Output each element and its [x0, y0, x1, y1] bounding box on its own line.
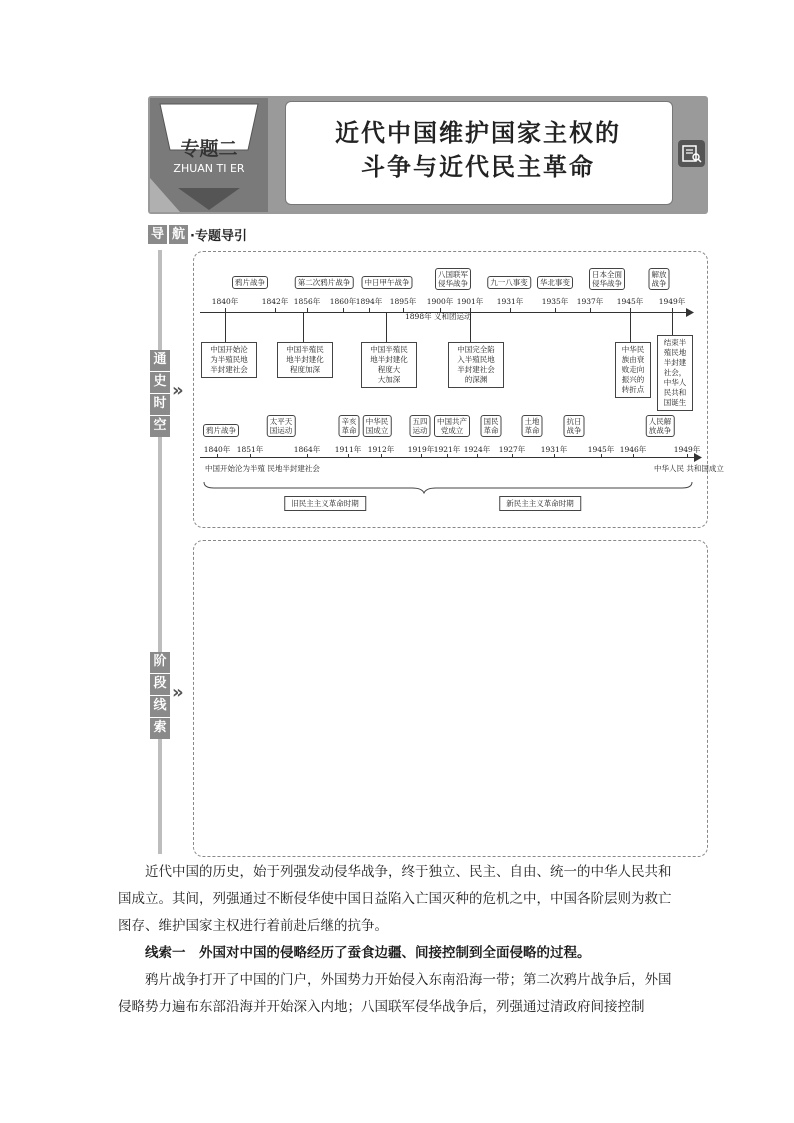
- year-tick: [590, 308, 591, 312]
- timeline-2-arrow-icon: [694, 453, 702, 462]
- section-label-jieduan: 阶 段 线 索: [150, 652, 170, 739]
- year-tick: [381, 454, 382, 458]
- year-tick: [348, 454, 349, 458]
- timeline-1-arrow-icon: [686, 308, 694, 317]
- event-label-3: 中华民 国成立: [363, 415, 392, 437]
- period-old-democratic: 旧民主主义革命时期: [284, 496, 366, 511]
- event-label-1: 第二次鸦片战争: [295, 276, 354, 289]
- year-label-7: 1924年: [463, 445, 491, 454]
- note-1898: 1898年 义和团运动: [405, 312, 472, 321]
- event-label-4: 九一八事变: [487, 276, 531, 289]
- event-label-7: 解放 战争: [649, 268, 670, 290]
- stage-clue-panel: [193, 540, 708, 857]
- year-label-3: 1911年: [334, 445, 362, 454]
- year-tick: [275, 308, 276, 312]
- page-title: [285, 116, 671, 184]
- event-label-6: 国民 革命: [481, 415, 502, 437]
- year-label-4: 1894年: [355, 297, 383, 306]
- title-line-1: 近代中国维护国家主权的: [335, 119, 621, 147]
- year-tick: [687, 454, 688, 458]
- stage-description-4: 中华民 族由衰 败走向 振兴的 转折点: [615, 342, 651, 398]
- stage-description-2: 中国半殖民 地半封建化 程度大 大加深: [361, 342, 417, 388]
- stage-description-0: 中国开始沦 为半殖民地 半封建社会: [201, 342, 257, 378]
- period-brace: [202, 480, 694, 494]
- section-nav-label: [148, 224, 247, 244]
- title-line-2: 斗争与近代民主革命: [361, 153, 595, 181]
- event-label-6: 日本全面 侵华战争: [589, 268, 625, 290]
- event-label-5: 中国共产 党成立: [434, 415, 470, 437]
- event-label-1: 太平天 国运动: [267, 415, 296, 437]
- year-label-3: 1860年: [329, 297, 357, 306]
- chapter-badge-title: 专题二: [180, 138, 238, 160]
- note-semi-colonial: 中国开始沦为半殖 民地半封建社会: [205, 464, 320, 473]
- year-label-7: 1901年: [456, 297, 484, 306]
- year-label-1: 1842年: [261, 297, 289, 306]
- year-tick: [554, 454, 555, 458]
- year-tick: [633, 454, 634, 458]
- event-label-5: 华北事变: [537, 276, 573, 289]
- year-label-8: 1931年: [496, 297, 524, 306]
- event-label-7: 土地 革命: [522, 415, 543, 437]
- nav-text: ·专题导引: [190, 229, 247, 244]
- year-label-0: 1840年: [211, 297, 239, 306]
- year-tick: [601, 454, 602, 458]
- year-tick: [447, 454, 448, 458]
- year-tick: [225, 308, 226, 312]
- year-label-10: 1937年: [576, 297, 604, 306]
- year-label-9: 1935年: [541, 297, 569, 306]
- stage-description-3: 中国完全陷 入半殖民地 半封建社会 的深渊: [448, 342, 504, 388]
- event-label-2: 中日甲午战争: [362, 276, 413, 289]
- event-label-2: 辛亥 革命: [339, 415, 360, 437]
- event-label-4: 五四 运动: [410, 415, 431, 437]
- year-tick: [512, 454, 513, 458]
- year-tick: [477, 454, 478, 458]
- nav-char-1: 导: [148, 225, 167, 244]
- year-label-0: 1840年: [203, 445, 231, 454]
- year-label-12: 1949年: [658, 297, 686, 306]
- year-tick: [630, 308, 631, 312]
- year-label-10: 1945年: [587, 445, 615, 454]
- year-tick: [343, 308, 344, 312]
- year-label-1: 1851年: [236, 445, 264, 454]
- year-label-4: 1912年: [367, 445, 395, 454]
- stage-description-1: 中国半殖民 地半封建化 程度加深: [277, 342, 333, 378]
- year-label-11: 1946年: [619, 445, 647, 454]
- year-label-11: 1945年: [616, 297, 644, 306]
- year-tick: [440, 308, 441, 312]
- year-tick: [510, 308, 511, 312]
- year-label-2: 1864年: [293, 445, 321, 454]
- side-divider-line: [158, 250, 162, 854]
- event-label-0: 鸦片战争: [203, 424, 239, 437]
- year-label-12: 1949年: [673, 445, 701, 454]
- year-label-8: 1927年: [498, 445, 526, 454]
- intro-paragraph: 近代中国的历史，始于列强发动侵华战争，终于独立、民主、自由、统一的中华人民共和国成立。其间，列强通过不断侵华使中国日益陷入亡国灭种的危机之中，中国各阶层则为救亡图存、维护国家主权进行着前赴后继的抗争。: [118, 864, 672, 934]
- year-label-6: 1921年: [433, 445, 461, 454]
- double-chevron-icon: »: [172, 682, 184, 703]
- year-tick: [217, 454, 218, 458]
- double-chevron-icon: »: [172, 380, 184, 401]
- year-tick: [307, 454, 308, 458]
- section-label-tongshi: 通 史 时 空: [150, 350, 170, 437]
- event-label-0: 鸦片战争: [232, 276, 268, 289]
- year-tick: [421, 454, 422, 458]
- year-tick: [307, 308, 308, 312]
- chapter-badge-pinyin: ZHUAN TI ER: [173, 162, 245, 175]
- clue-one-paragraph: 鸦片战争打开了中国的门户，外国势力开始侵入东南沿海一带；第二次鸦片战争后，外国侵略势力遍布东部沿海并开始深入内地；八国联军侵华战争后，列强通过清政府间接控制: [118, 972, 672, 1015]
- stage-description-5: 结束半 殖民地 半封建 社会， 中华人 民共和 国诞生: [657, 335, 693, 411]
- period-new-democratic: 新民主主义革命时期: [499, 496, 581, 511]
- event-label-3: 八国联军 侵华战争: [435, 268, 471, 290]
- year-tick: [250, 454, 251, 458]
- clue-one-heading: 线索一 外国对中国的侵略经历了蚕食边疆、间接控制到全面侵略的过程。: [145, 945, 591, 961]
- year-tick: [470, 308, 471, 312]
- event-label-9: 人民解 放战争: [646, 415, 675, 437]
- year-label-9: 1931年: [540, 445, 568, 454]
- year-label-5: 1895年: [389, 297, 417, 306]
- reading-icon: [678, 140, 705, 167]
- year-tick: [555, 308, 556, 312]
- note-prc-founded: 中华人民 共和国成立: [654, 464, 724, 473]
- timeline-2-axis: [200, 457, 696, 458]
- year-label-6: 1900年: [426, 297, 454, 306]
- year-tick: [672, 308, 673, 312]
- year-tick: [403, 308, 404, 312]
- year-label-2: 1856年: [293, 297, 321, 306]
- event-label-8: 抗日 战争: [564, 415, 585, 437]
- year-label-5: 1919年: [407, 445, 435, 454]
- nav-char-2: 航: [169, 225, 188, 244]
- year-tick: [369, 308, 370, 312]
